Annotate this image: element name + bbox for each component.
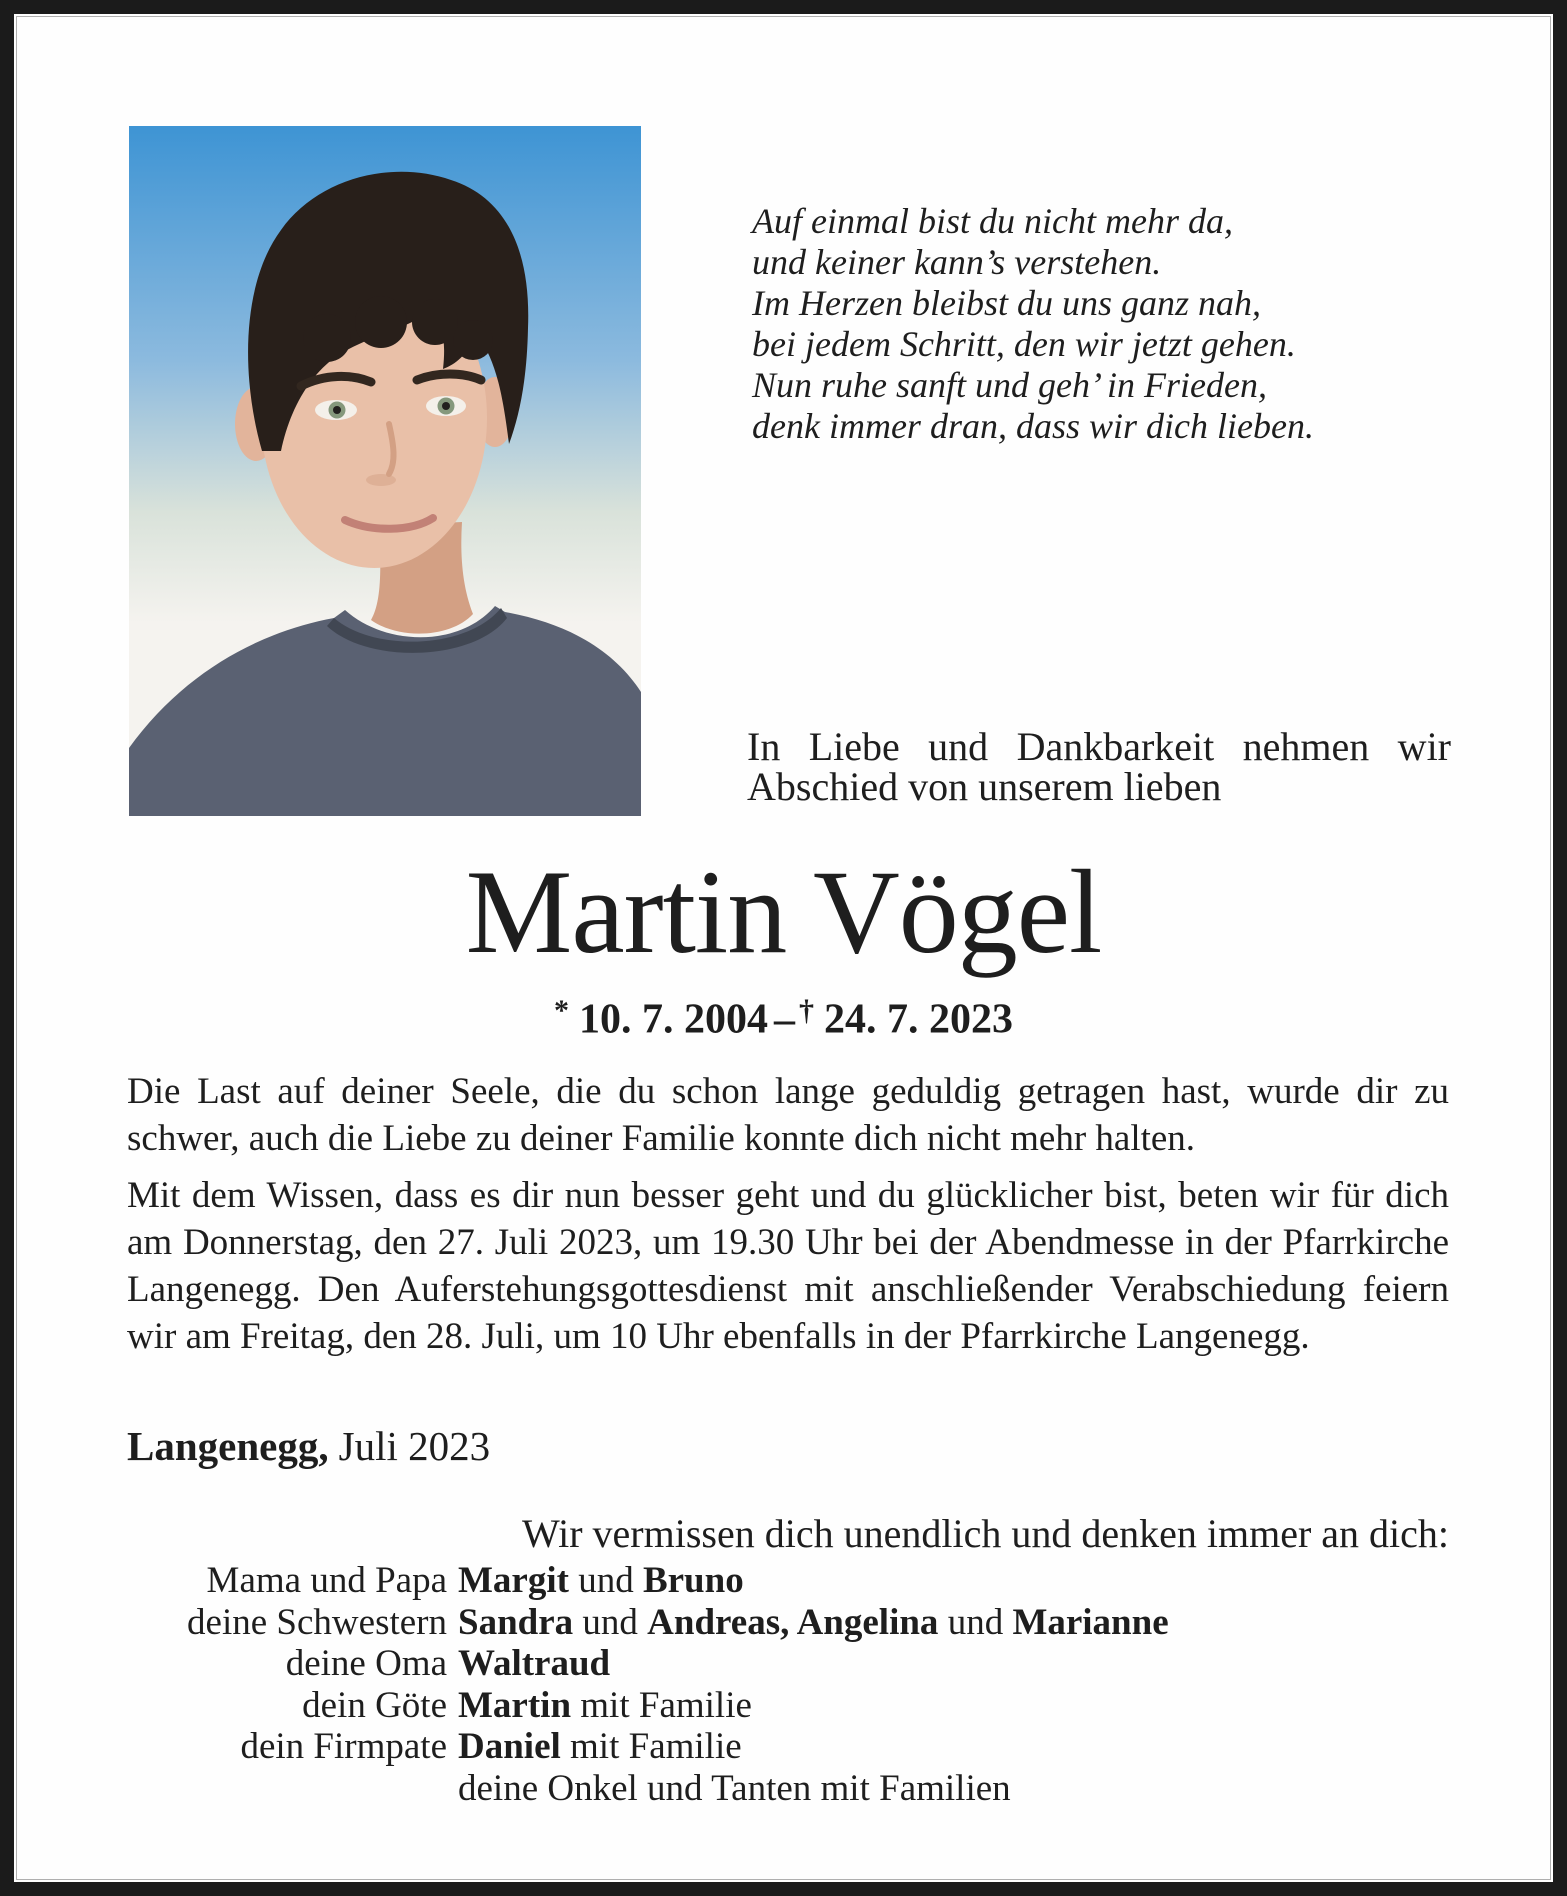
poem — [752, 201, 1314, 447]
mourner-relation-label: deine Oma — [285, 1643, 447, 1684]
poem-line: Im Herzen bleibst du uns ganz nah, — [752, 283, 1261, 323]
mourner-row — [127, 1643, 1449, 1685]
hair-curl — [412, 299, 458, 345]
mourner-text: deine Onkel und Tanten mit Familien — [458, 1767, 1011, 1809]
mourner-names — [458, 1560, 744, 1602]
birth-sign: * — [554, 994, 569, 1027]
mourner-text: und — [938, 1601, 1013, 1643]
mourner-text: mit Familie — [560, 1726, 742, 1767]
mourner-name: Bruno — [642, 1560, 744, 1601]
mourner-name: Margit — [458, 1560, 569, 1601]
mourner-relation-label: deine Schwestern — [187, 1601, 447, 1643]
mourner-name: Sandra — [458, 1601, 574, 1643]
poem-line: Auf einmal bist du nicht mehr da, — [752, 201, 1233, 241]
birth-date: 10. 7. 2004 — [579, 996, 768, 1043]
life-dates — [14, 990, 1553, 1041]
deceased-name: Martin Vögel — [465, 845, 1102, 978]
hair-curl — [303, 314, 351, 362]
mourner-names — [458, 1685, 752, 1727]
mourner-relation-label: Mama und Papa — [206, 1560, 447, 1601]
dateline — [127, 1423, 490, 1470]
mourner-row — [127, 1726, 1449, 1768]
mourner-row — [127, 1560, 1449, 1602]
mourner-names — [458, 1768, 1011, 1810]
mourner-names — [458, 1602, 1169, 1644]
right-pupil — [442, 402, 450, 410]
poem-line: denk immer dran, dass wir dich lieben. — [752, 406, 1314, 446]
announcement-paragraph-1: Die Last auf deiner Seele, die du schon lange geduldig getragen hast, wurde dir zu schwer, auch die Liebe zu deiner Familie konnte dich nicht mehr halten. — [127, 1071, 1449, 1159]
dateline-place: Langenegg, — [127, 1423, 329, 1469]
mourner-relation-label: dein Göte — [302, 1684, 447, 1726]
mourner-name: Waltraud — [458, 1643, 611, 1684]
mourner-text: mit Familie — [571, 1684, 752, 1726]
mourner-relation-label: dein Firmpate — [240, 1726, 447, 1767]
date-separator: – — [774, 996, 795, 1043]
hair-curl — [355, 296, 407, 348]
poem-line: bei jedem Schritt, den wir jetzt gehen. — [752, 324, 1296, 364]
intro-text: In Liebe und Dankbarkeit nehmen wir Abschied von unserem lieben — [747, 724, 1451, 809]
poem-line: und keiner kann’s verstehen. — [752, 242, 1162, 282]
dateline-date: Juli 2023 — [338, 1423, 491, 1469]
mourner-row — [127, 1768, 1449, 1810]
announcement-paragraph-2: Mit dem Wissen, dass es dir nun besser geht und du glücklicher bist, beten wir für dich am Donnerstag, den 27. Juli 2023, um 19.30 Uhr bei der Abendmesse in der Pfarrkirche Langenegg. Den Auferstehungsgottesdienst mit anschließender Verabschiedung feiern wir am Freitag, den 28. Juli, um 10 Uhr ebenfalls in der Pfarrkirche Langenegg. — [127, 1175, 1449, 1357]
mourner-name: Andreas, Angelina — [647, 1601, 939, 1643]
mourner-name: Daniel — [458, 1726, 561, 1767]
mourner-text: und — [573, 1601, 648, 1643]
mourner-names — [458, 1643, 610, 1685]
mourner-row — [127, 1602, 1449, 1644]
poem-line: Nun ruhe sanft und geh’ in Frieden, — [752, 365, 1267, 405]
portrait-illustration — [129, 126, 641, 816]
portrait-photo — [129, 126, 641, 816]
mourners-list — [127, 1560, 1449, 1809]
mourner-row — [127, 1685, 1449, 1727]
nose-shadow — [366, 474, 396, 486]
mourner-text: und — [568, 1560, 643, 1601]
death-date: 24. 7. 2023 — [824, 996, 1013, 1043]
farewell-line: Wir vermissen dich unendlich und denken immer an dich: — [521, 1511, 1449, 1556]
death-sign: † — [799, 994, 814, 1027]
hair-curl — [453, 320, 493, 360]
mourner-name: Marianne — [1012, 1601, 1169, 1643]
mourner-name: Martin — [458, 1684, 572, 1726]
left-pupil — [333, 406, 341, 414]
mourner-names — [458, 1726, 742, 1768]
mourner-relation-label — [127, 1768, 447, 1810]
